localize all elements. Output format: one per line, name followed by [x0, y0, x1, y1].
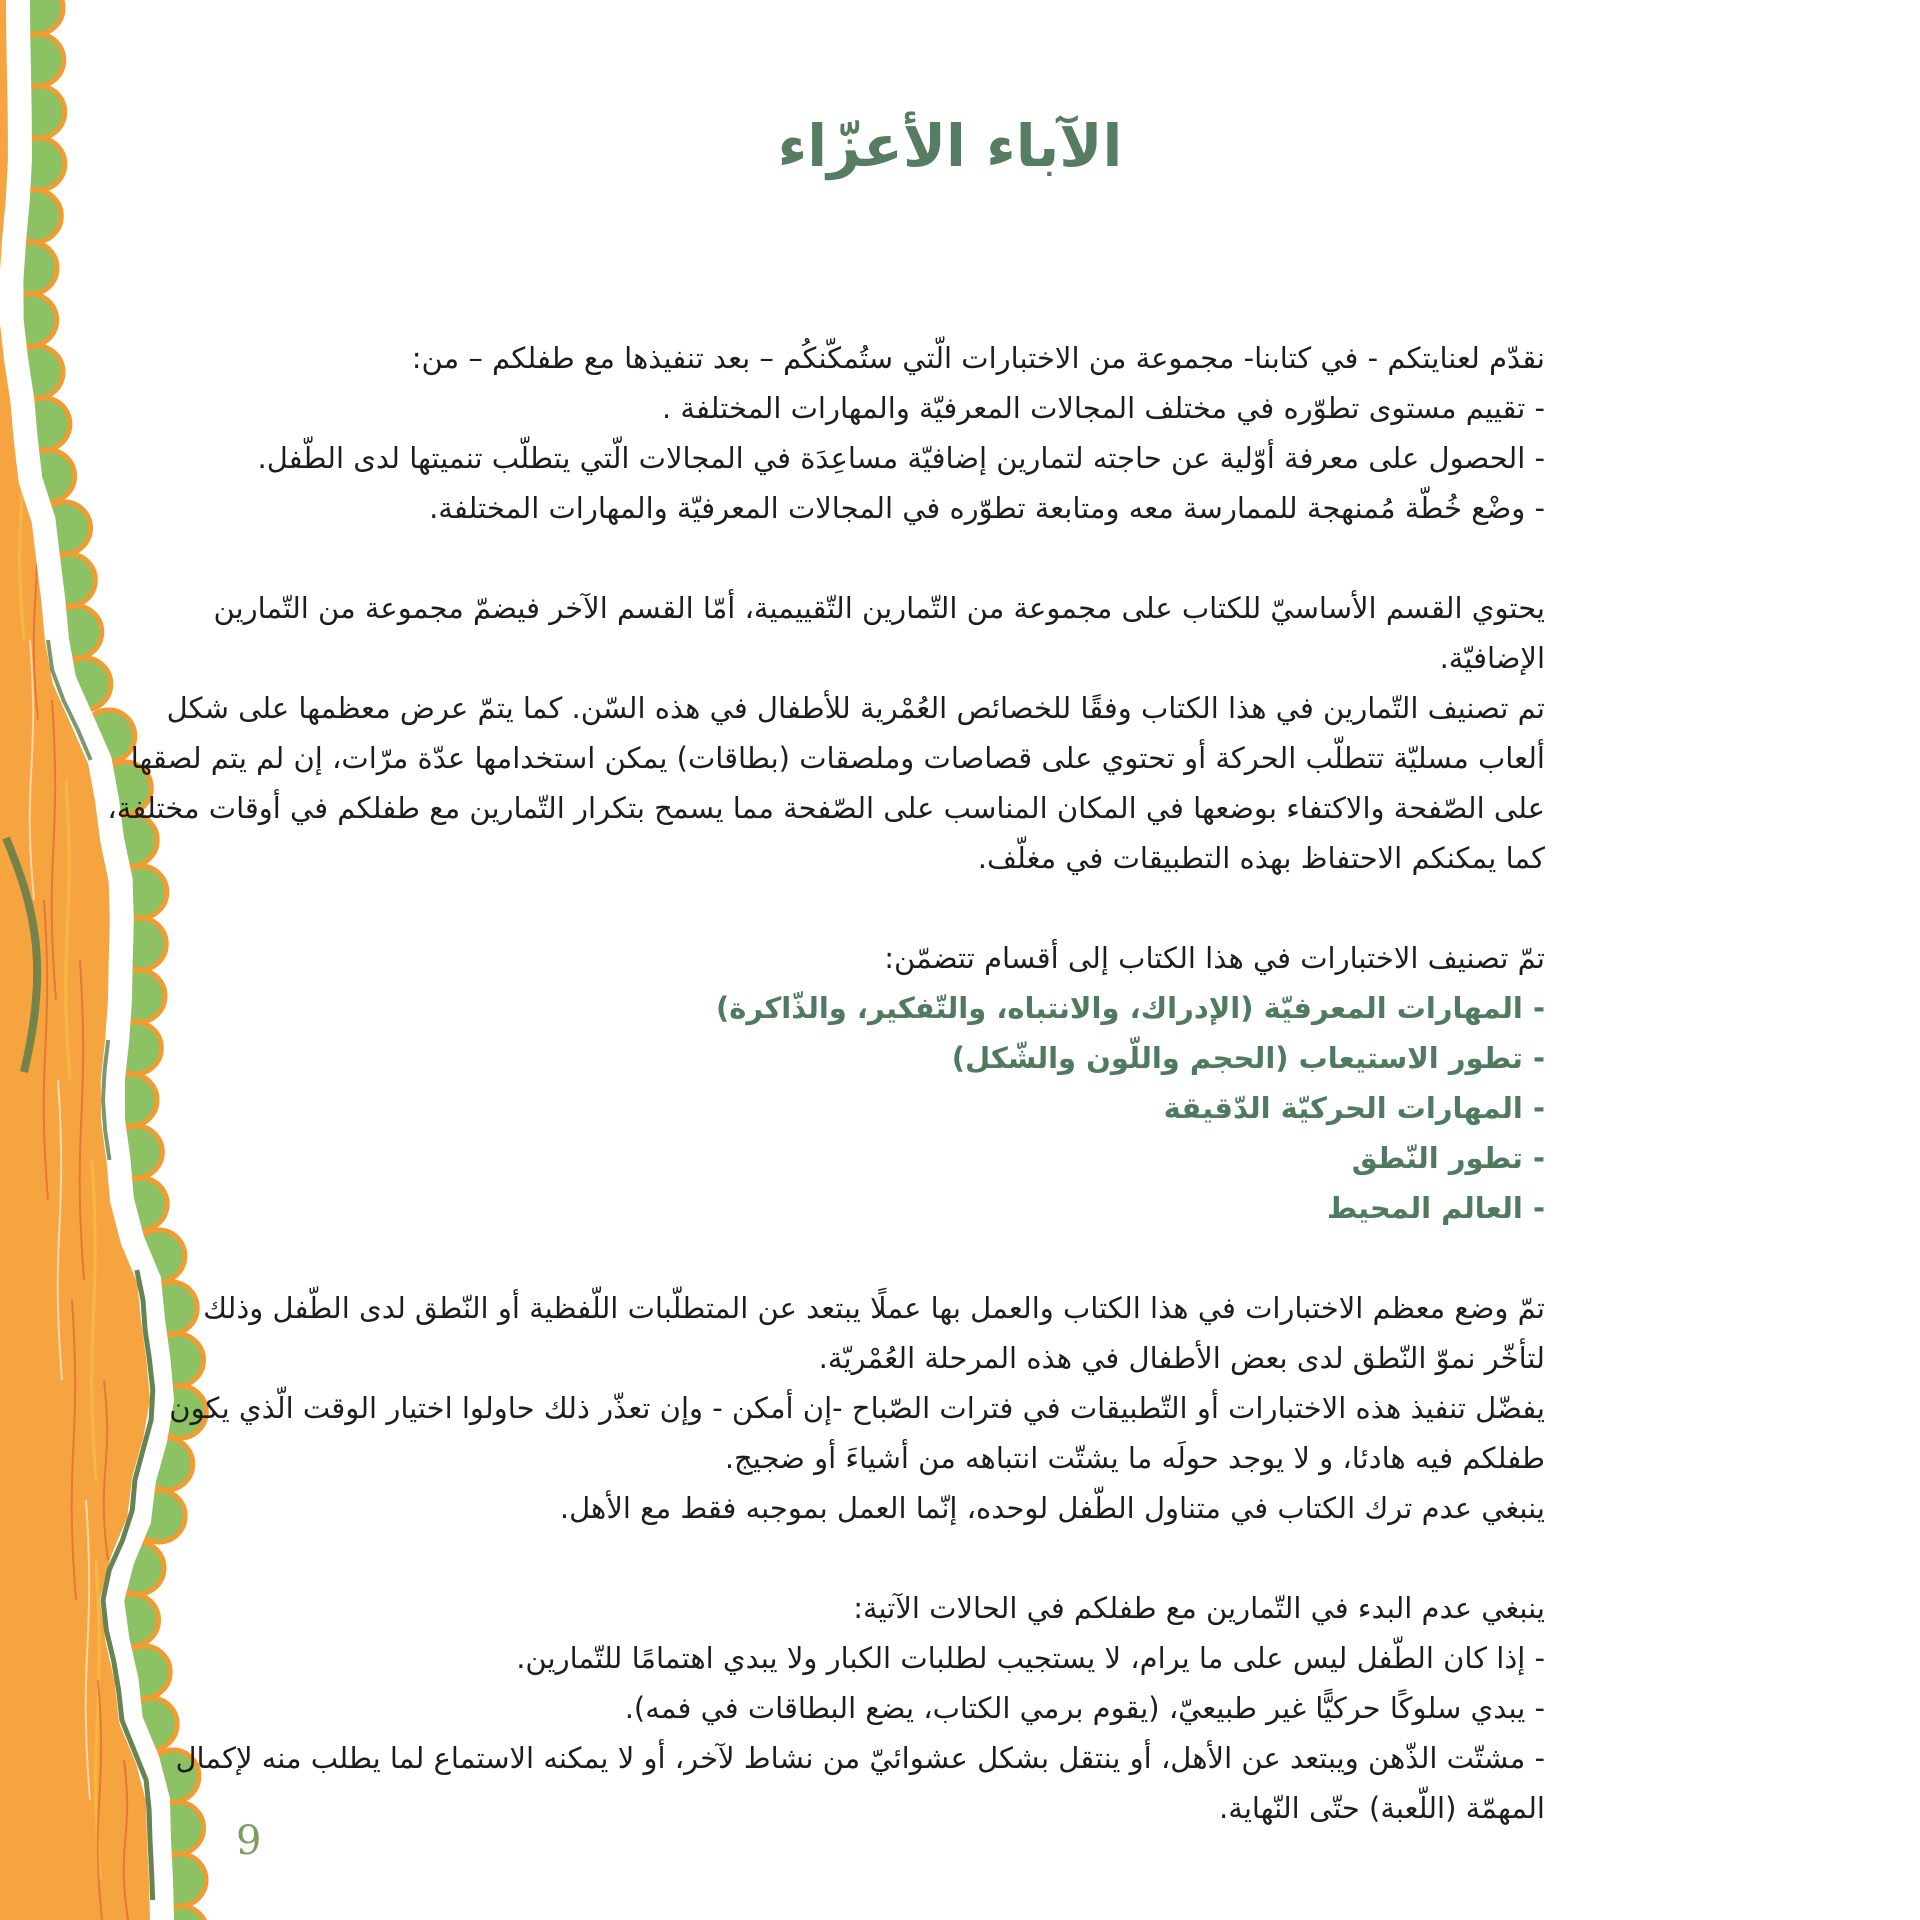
decorative-left-border [0, 0, 260, 1920]
page-title: الآباء الأعزّاء [777, 112, 1123, 180]
text-line: - مشتّت الذّهن ويبتعد عن الأهل، أو ينتقل بشكل عشوائيّ من نشاط لآخر، أو لا يمكنه الاستماع لما يطلب منه لإكمال [175, 1741, 1545, 1775]
text-line: الإضافيّة. [1439, 641, 1545, 675]
text-line: ألعاب مسليّة تتطلّب الحركة أو تحتوي على قصاصات وملصقات (بطاقات) يمكن استخدامها عدّة مرّات، إن لم يتم لصقها [130, 741, 1545, 775]
text-line: - تقييم مستوى تطوّره في مختلف المجالات المعرفيّة والمهارات المختلفة . [662, 391, 1545, 425]
section-item-line: - تطور النّطق [1351, 1141, 1545, 1175]
text-line: تمّ وضع معظم الاختبارات في هذا الكتاب والعمل بها عملًا يبتعد عن المتطلّبات اللّفظية أو النّطق لدى الطّفل وذلك [203, 1291, 1545, 1325]
text-line: المهمّة (اللّعبة) حتّى النّهاية. [1219, 1791, 1545, 1825]
text-line: - الحصول على معرفة أوّلية عن حاجته لتمارين إضافيّة مساعِدَة في المجالات الّتي يتطلّب تنميتها لدى الطّفل. [257, 441, 1545, 475]
section-item-line: - العالم المحيط [1326, 1191, 1545, 1225]
text-line: طفلكم فيه هادئا، و لا يوجد حولَه ما يشتّت انتباهه من أشياءَ أو ضجيج. [724, 1441, 1545, 1475]
text-line: كما يمكنكم الاحتفاظ بهذه التطبيقات في مغلّف. [977, 841, 1545, 875]
section-item-line: - المهارات المعرفيّة (الإدراك، والانتباه، والتّفكير، والذّاكرة) [716, 991, 1545, 1025]
text-line: يحتوي القسم الأساسيّ للكتاب على مجموعة من التّمارين التّقييمية، أمّا القسم الآخر فيضمّ مجموعة من التّمارين [213, 591, 1545, 625]
section-item-line: - تطور الاستيعاب (الحجم واللّون والشّكل) [951, 1041, 1545, 1075]
text-line: تمّ تصنيف الاختبارات في هذا الكتاب إلى أقسام تتضمّن: [884, 941, 1545, 975]
text-line: ينبغي عدم البدء في التّمارين مع طفلكم في الحالات الآتية: [853, 1591, 1545, 1625]
body-text [107, 333, 1545, 1833]
section-item-line: - المهارات الحركيّة الدّقيقة [1163, 1091, 1545, 1125]
text-line: ينبغي عدم ترك الكتاب في متناول الطّفل لوحده، إنّما العمل بموجبه فقط مع الأهل. [559, 1491, 1545, 1525]
text-line: لتأخّر نموّ النّطق لدى بعض الأطفال في هذه المرحلة العُمْريّة. [818, 1341, 1545, 1375]
text-line: - إذا كان الطّفل ليس على ما يرام، لا يستجيب لطلبات الكبار ولا يبدي اهتمامًا للتّمارين. [516, 1641, 1545, 1675]
text-line: على الصّفحة والاكتفاء بوضعها في المكان المناسب على الصّفحة مما يسمح بتكرار التّمارين مع طفلكم في أوقات مختلفة، [107, 791, 1545, 825]
text-line: نقدّم لعنايتكم - في كتابنا- مجموعة من الاختبارات الّتي ستُمكّنكُم – بعد تنفيذها مع طفلكم – من: [411, 341, 1545, 375]
text-line: - وضْع خُطّة مُمنهجة للممارسة معه ومتابعة تطوّره في المجالات المعرفيّة والمهارات المختلفة. [429, 491, 1545, 525]
text-line: تم تصنيف التّمارين في هذا الكتاب وفقًا للخصائص العُمْرية للأطفال في هذه السّن. كما يتمّ عرض معظمها على شكل [166, 691, 1545, 725]
text-line: - يبدي سلوكًا حركيًّا غير طبيعيّ، (يقوم برمي الكتاب، يضع البطاقات في فمه). [624, 1691, 1545, 1725]
text-line: يفضّل تنفيذ هذه الاختبارات أو التّطبيقات في فترات الصّباح -إن أمكن - وإن تعذّر ذلك حاولوا اختيار الوقت الّذي يكون [169, 1391, 1545, 1425]
page-number: 9 [236, 1818, 262, 1864]
